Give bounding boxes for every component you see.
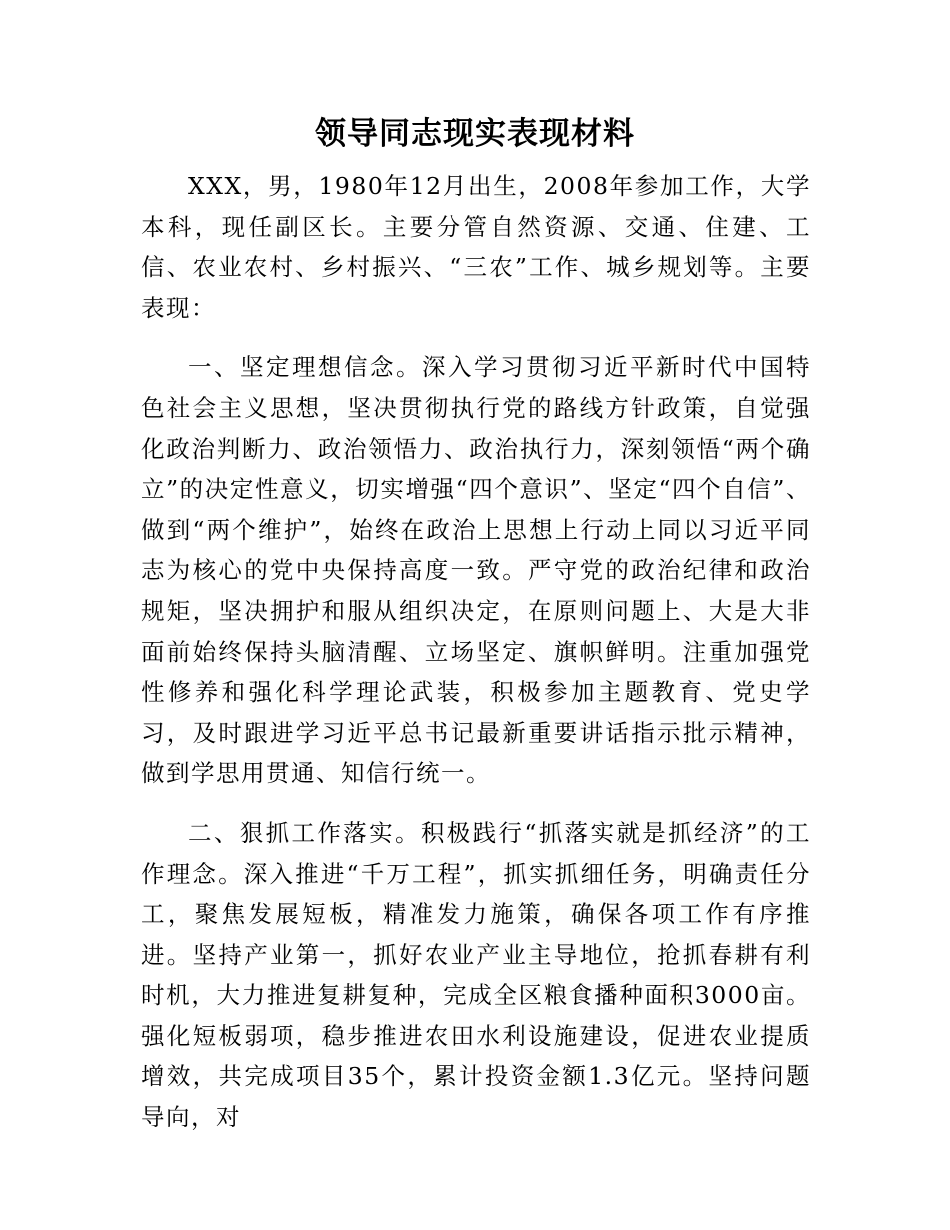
- paragraph-intro: XXX，男，1980年12月出生，2008年参加工作，大学本科，现任副区长。主要分管自然资源、交通、住建、工信、农业农村、乡村振兴、“三农”工作、城乡规划等。主要表现：: [141, 172, 811, 322]
- paragraph-ideals: 一、坚定理想信念。深入学习贯彻习近平新时代中国特色社会主义思想，坚决贯彻执行党的路线方针政策，自觉强化政治判断力、政治领悟力、政治执行力，深刻领悟“两个确立”的决定性意义，切实增强“四个意识”、坚定“四个自信”、做到“两个维护”，始终在政治上思想上行动上同以习近平同志为核心的党中央保持高度一致。严守党的政治纪律和政治规矩，坚决拥护和服从组织决定，在原则问题上、大是大非面前始终保持头脑清醒、立场坚定、旗帜鲜明。注重加强党性修养和强化科学理论武装，积极参加主题教育、党史学习，及时跟进学习近平总书记最新重要讲话指示批示精神，做到学思用贯通、知信行统一。: [141, 353, 811, 788]
- paragraph-work: 二、狠抓工作落实。积极践行“抓落实就是抓经济”的工作理念。深入推进“千万工程”，抓实抓细任务，明确责任分工，聚焦发展短板，精准发力施策，确保各项工作有序推进。坚持产业第一，抓好农业产业主导地位，抢抓春耕有利时机，大力推进复耕复种，完成全区粮食播种面积3000亩。强化短板弱项，稳步推进农田水利设施建设，促进农业提质增效，共完成项目35个，累计投资金额1.3亿元。坚持问题导向，对: [141, 818, 811, 1132]
- document-body: [141, 166, 811, 1138]
- document-title: 领导同志现实表现材料: [315, 116, 635, 152]
